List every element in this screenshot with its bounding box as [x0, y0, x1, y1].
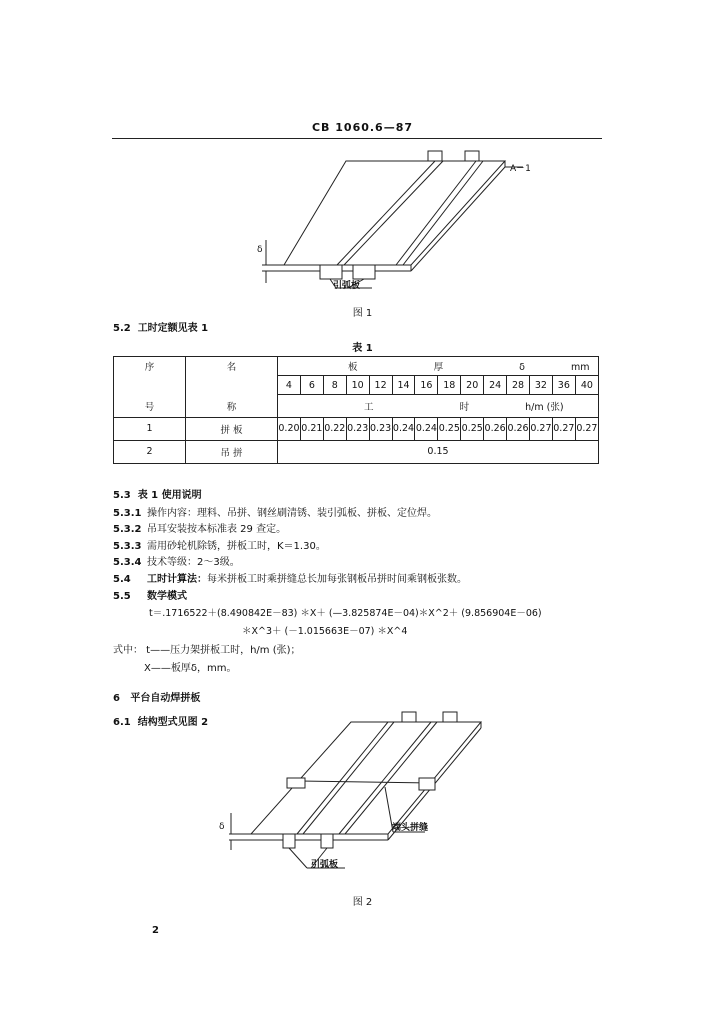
thickness-value: 32	[529, 376, 552, 395]
label-duantou-pinfeng: 端头拼缝	[392, 823, 429, 833]
standard-code: CB 1060.6—87	[311, 121, 414, 134]
thickness-header-ban: 板	[348, 362, 358, 373]
col-seq-bottom: 号	[114, 395, 186, 418]
col-name-spacer	[186, 376, 278, 395]
row-value: 0.24	[392, 417, 415, 440]
thickness-value: 10	[346, 376, 369, 395]
figure-2-drawing	[215, 705, 515, 885]
section-6-1-num: 6.1	[113, 717, 131, 728]
section-5-2-title: 工时定额见表 1	[137, 323, 209, 334]
section-5-4-title: 工时计算法：	[147, 574, 207, 585]
thickness-value: 18	[438, 376, 461, 395]
row-value: 0.22	[323, 417, 346, 440]
label-yinhuban-1: 引弧板	[333, 281, 361, 291]
thickness-header-mm: mm	[571, 362, 590, 373]
row-value: 0.21	[300, 417, 323, 440]
page-number: 2	[152, 925, 159, 936]
para-5-3-1	[113, 504, 437, 519]
row-value: 0.26	[507, 417, 530, 440]
thickness-value: 8	[323, 376, 346, 395]
thickness-header-delta: δ	[519, 362, 525, 373]
row-value: 0.25	[461, 417, 484, 440]
para-5-3-2	[113, 520, 286, 535]
row-merged-value: 0.15	[278, 440, 599, 463]
para-5-3-4	[113, 553, 240, 568]
para-text: 吊耳安装按本标准表 29 查定。	[147, 524, 287, 535]
para-num: 5.3.1	[113, 508, 142, 519]
time-header	[278, 395, 599, 418]
thickness-value: 6	[300, 376, 323, 395]
thickness-value: 40	[575, 376, 598, 395]
thickness-value: 24	[484, 376, 507, 395]
row-value: 0.25	[438, 417, 461, 440]
col-seq-top: 序	[114, 357, 186, 376]
para-num: 5.3.3	[113, 541, 142, 552]
section-5-4-text: 每米拼板工时乘拼缝总长加每张钢板吊拼时间乘钢板张数。	[207, 574, 467, 585]
header-rule	[112, 138, 602, 139]
time-header-shi: 时	[459, 401, 470, 413]
section-5-4	[113, 570, 467, 585]
para-num: 5.3.2	[113, 524, 142, 535]
label-delta-2: δ	[219, 822, 225, 832]
para-text: 技术等级：2～3级。	[147, 557, 240, 568]
section-6-title: 平台自动焊拼板	[130, 693, 201, 704]
row-name: 吊 拼	[186, 440, 278, 463]
section-5-3-title: 表 1 使用说明	[137, 490, 202, 501]
row-value: 0.23	[346, 417, 369, 440]
row-value: 0.23	[369, 417, 392, 440]
label-yinhuban-2: 引弧板	[311, 860, 339, 870]
row-value: 0.27	[552, 417, 575, 440]
para-5-3-3	[113, 537, 326, 552]
section-6-1	[113, 713, 208, 728]
section-5-3-num: 5.3	[113, 490, 131, 501]
section-6	[113, 689, 200, 704]
thickness-value: 16	[415, 376, 438, 395]
thickness-value: 36	[552, 376, 575, 395]
table-1	[113, 356, 599, 464]
section-6-num: 6	[113, 693, 120, 704]
row-value: 0.20	[278, 417, 301, 440]
time-header-gong: 工	[364, 401, 374, 413]
col-name-top: 名	[186, 357, 278, 376]
where-line-1: 式中： t——压力架拼板工时，h/m (张)；	[113, 645, 301, 656]
formula-line-1: t＝.1716522＋(8.490842E－83) ＊X＋ (—3.825874E－04)＊X^2＋ (9.856904E－06)	[149, 608, 542, 619]
thickness-header	[278, 357, 599, 376]
where-line-2: X——板厚δ，mm。	[144, 663, 237, 674]
row-name: 拼 板	[186, 417, 278, 440]
table-row	[114, 417, 599, 440]
section-5-4-num: 5.4	[113, 574, 131, 585]
table-row	[114, 440, 599, 463]
para-text: 需用砂轮机除锈，拼板工时，K＝1.30。	[147, 541, 326, 552]
thickness-value: 28	[507, 376, 530, 395]
figure-2-caption: 图 2	[352, 897, 373, 908]
time-header-unit: h/m (张)	[525, 401, 564, 413]
thickness-value: 20	[461, 376, 484, 395]
formula-line-2: ＊X^3＋ (－1.015663E－07) ＊X^4	[242, 626, 408, 637]
section-5-5-title: 数学模式	[147, 591, 187, 602]
row-value: 0.24	[415, 417, 438, 440]
row-seq: 2	[114, 440, 186, 463]
para-num: 5.3.4	[113, 557, 142, 568]
col-name-bottom: 称	[186, 395, 278, 418]
label-a1: A－1	[510, 164, 531, 174]
section-5-2-num: 5.2	[113, 323, 131, 334]
section-5-3	[113, 486, 202, 501]
section-5-5-num: 5.5	[113, 591, 131, 602]
row-value: 0.27	[529, 417, 552, 440]
thickness-value: 14	[392, 376, 415, 395]
thickness-header-hou: 厚	[433, 362, 444, 373]
section-6-1-title: 结构型式见图 2	[137, 717, 209, 728]
thickness-value: 12	[369, 376, 392, 395]
label-delta-1: δ	[257, 245, 263, 255]
figure-1-caption: 图 1	[352, 308, 373, 319]
section-5-5	[113, 587, 187, 602]
thickness-value: 4	[278, 376, 301, 395]
table-1-title: 表 1	[352, 343, 373, 354]
para-text: 操作内容：理料、吊拼、钢丝刷清锈、装引弧板、拼板、定位焊。	[147, 508, 437, 519]
row-value: 0.27	[575, 417, 598, 440]
row-seq: 1	[114, 417, 186, 440]
col-seq-spacer	[114, 376, 186, 395]
row-value: 0.26	[484, 417, 507, 440]
section-5-2	[113, 319, 208, 334]
